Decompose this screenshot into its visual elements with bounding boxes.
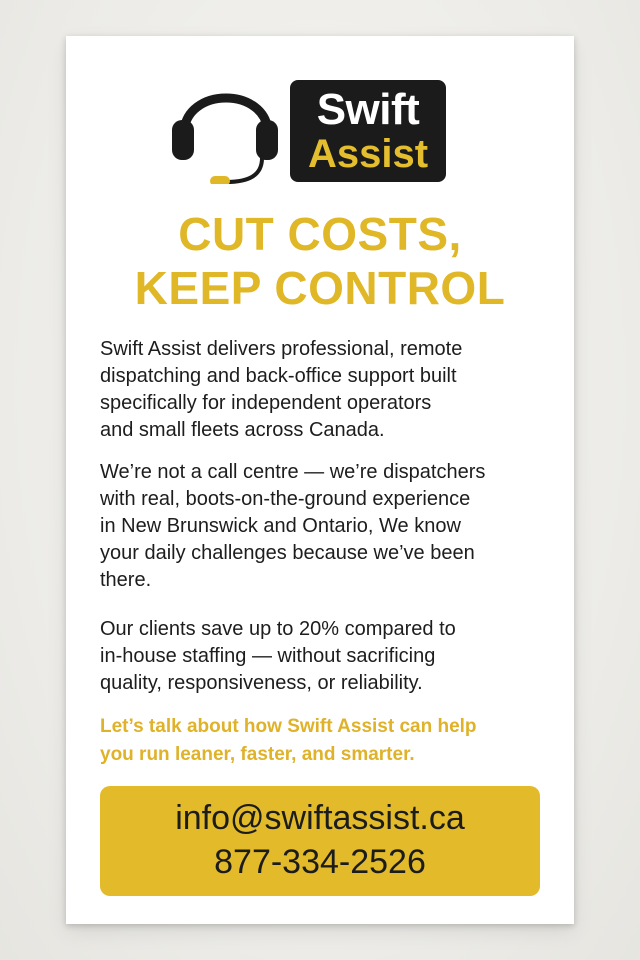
paragraph-line: Our clients save up to 20% compared to <box>100 618 456 640</box>
paragraph-line: quality, responsiveness, or reliability. <box>100 672 423 694</box>
paragraph-line: dispatching and back-office support built <box>100 365 457 387</box>
paragraph-line: in New Brunswick and Ontario, We know <box>100 515 461 537</box>
logo-word-swift: Swift <box>316 85 420 134</box>
logo-wordmark <box>290 80 446 182</box>
cta-line: you run leaner, faster, and smarter. <box>100 744 415 765</box>
paragraph-intro <box>100 336 550 444</box>
headline-line-1: CUT COSTS, <box>178 208 462 260</box>
cta-line: Let’s talk about how Swift Assist can help <box>100 716 477 737</box>
paragraph-experience <box>100 459 550 594</box>
logo-word-assist: Assist <box>307 132 429 176</box>
paragraph-line: in-house staffing — without sacrificing <box>100 645 436 667</box>
paragraph-line: Swift Assist delivers professional, remote <box>100 338 463 360</box>
flyer-card <box>66 36 574 924</box>
contact-email[interactable]: info@swiftassist.ca <box>175 799 465 837</box>
paragraph-line: and small fleets across Canada. <box>100 419 385 441</box>
paragraph-line: We’re not a call centre — we’re dispatchers <box>100 461 486 483</box>
contact-box <box>100 786 540 896</box>
logo <box>170 64 450 184</box>
contact-phone[interactable]: 877-334-2526 <box>214 843 426 881</box>
paragraph-savings <box>100 616 550 697</box>
paragraph-line: there. <box>100 569 152 591</box>
call-to-action <box>100 713 560 769</box>
paragraph-line: your daily challenges because we’ve been <box>100 542 475 564</box>
headline-line-2: KEEP CONTROL <box>134 262 506 314</box>
headset-icon <box>170 64 280 184</box>
paragraph-line: specifically for independent operators <box>100 392 432 414</box>
paragraph-line: with real, boots-on-the-ground experience <box>100 488 471 510</box>
